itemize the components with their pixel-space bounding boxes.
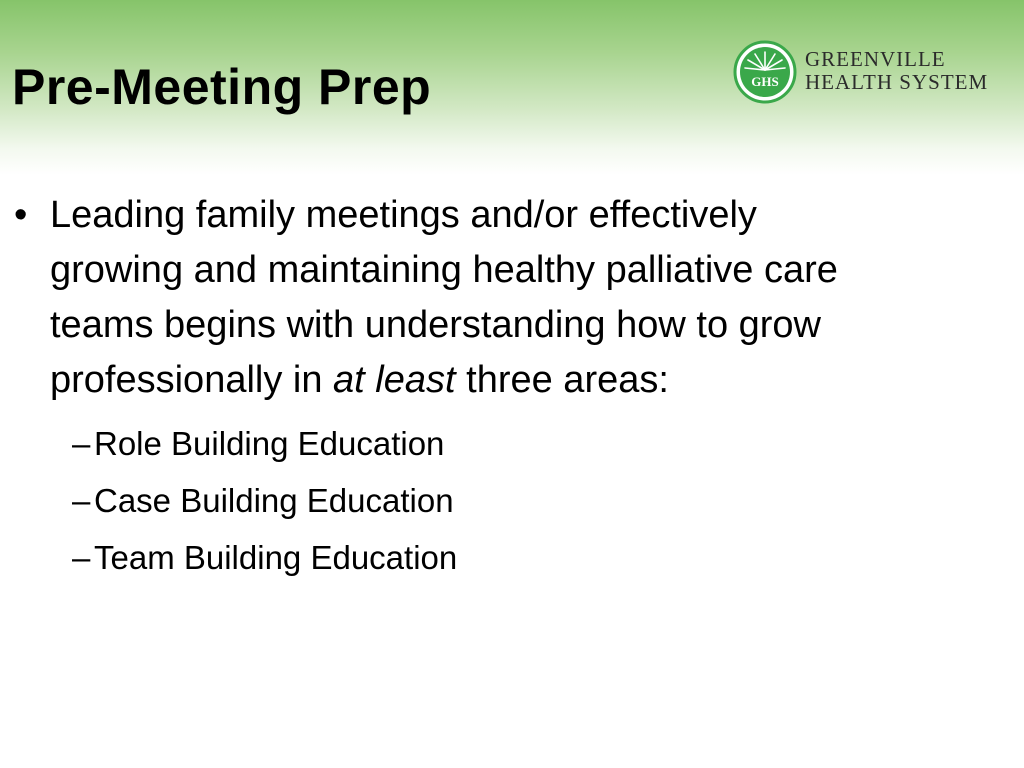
sub-bullet-text: Team Building Education	[94, 539, 458, 576]
bullet-line-4-end: three areas:	[455, 359, 669, 401]
main-bullet-text	[50, 188, 1010, 408]
sub-bullet-list	[72, 415, 457, 586]
sub-bullet-item	[72, 415, 457, 472]
slide-title: Pre-Meeting Prep	[12, 59, 432, 115]
greenville-health-system-logo	[733, 40, 993, 106]
dash-marker: –	[72, 425, 91, 462]
bullet-line-1: Leading family meetings and/or effectively	[50, 194, 757, 236]
bullet-line-2: growing and maintaining healthy palliative care	[50, 249, 838, 291]
bullet-marker: •	[14, 194, 28, 236]
sub-bullet-item	[72, 472, 457, 529]
bullet-line-4	[50, 353, 1010, 408]
sub-bullet-item	[72, 529, 457, 586]
logo-line-2: HEALTH SYSTEM	[805, 70, 989, 94]
bullet-line-3: teams begins with understanding how to grow	[50, 304, 822, 346]
ghs-logo-icon	[733, 40, 797, 104]
sub-bullet-text: Role Building Education	[94, 425, 445, 462]
logo-line-1: GREENVILLE	[805, 47, 946, 71]
dash-marker: –	[72, 539, 91, 576]
logo-monogram: GHS	[751, 74, 779, 89]
emphasis-at-least: at least	[333, 359, 456, 401]
dash-marker: –	[72, 482, 91, 519]
bullet-line-4-start: professionally in	[50, 359, 334, 401]
sub-bullet-text: Case Building Education	[94, 482, 454, 519]
logo-wordmark	[805, 48, 988, 94]
